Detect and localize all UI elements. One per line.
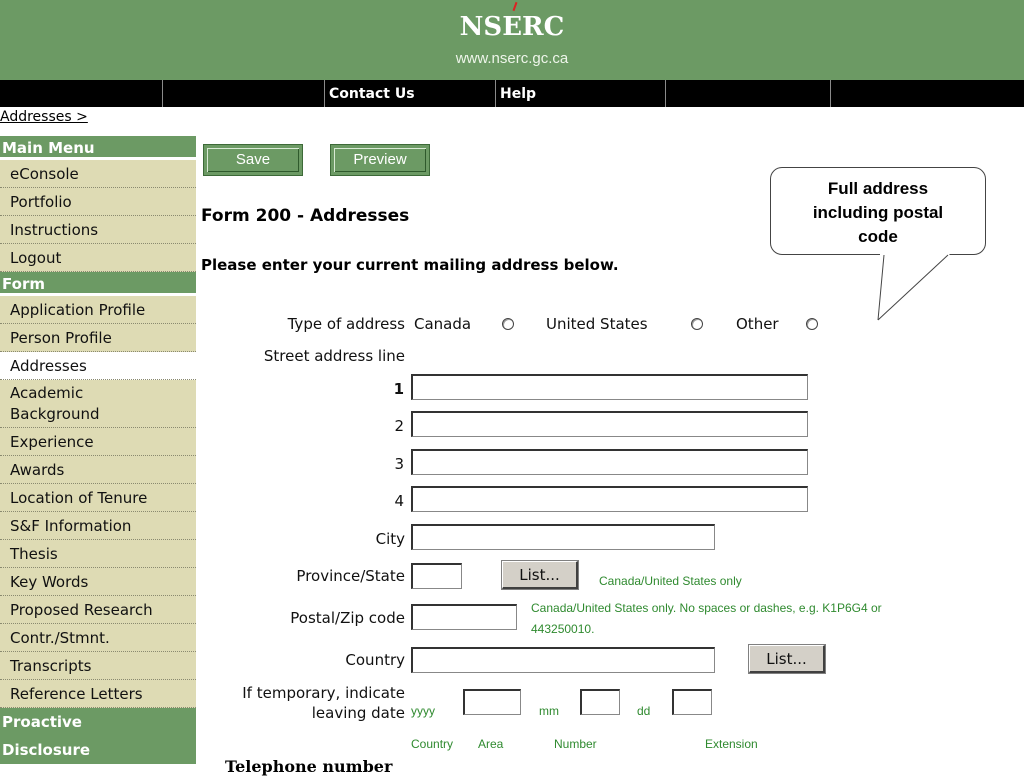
sidebar-item-portfolio[interactable]: Portfolio bbox=[0, 188, 196, 216]
sidebar-heading-proactive-disclosure[interactable] bbox=[0, 708, 196, 764]
leaving-month-input[interactable] bbox=[580, 689, 620, 715]
sidebar-proactive-line-2: Disclosure bbox=[2, 741, 91, 759]
tip-callout bbox=[770, 167, 986, 255]
page-title: Form 200 - Addresses bbox=[201, 206, 410, 226]
leaving-year-input[interactable] bbox=[463, 689, 521, 715]
sidebar-item-thesis[interactable]: Thesis bbox=[0, 540, 196, 568]
street-line-1-input[interactable] bbox=[411, 374, 808, 400]
date-yyyy-label: yyyy bbox=[411, 704, 435, 718]
type-of-address-label: Type of address bbox=[287, 315, 405, 333]
preview-button[interactable]: Preview bbox=[331, 145, 429, 175]
sidebar-item-instructions[interactable]: Instructions bbox=[0, 216, 196, 244]
temporary-label-line-1: If temporary, indicate bbox=[242, 684, 405, 702]
sidebar-heading-form: Form bbox=[0, 272, 196, 296]
radio-canada[interactable] bbox=[502, 318, 514, 330]
topnav-cell-empty-3 bbox=[665, 80, 830, 107]
province-hint: Canada/United States only bbox=[599, 574, 742, 588]
sidebar-heading-main-menu: Main Menu bbox=[0, 136, 196, 160]
callout-line-3: code bbox=[858, 227, 898, 246]
city-input[interactable] bbox=[411, 524, 715, 550]
top-nav-bar bbox=[0, 80, 1024, 107]
topnav-cell-empty-4 bbox=[830, 80, 1024, 107]
street-line-3-input[interactable] bbox=[411, 449, 808, 475]
save-button[interactable]: Save bbox=[204, 145, 302, 175]
phone-area-header: Area bbox=[478, 737, 504, 751]
country-list-button[interactable]: List... bbox=[749, 645, 825, 673]
street-line-number-2: 2 bbox=[394, 417, 404, 435]
city-label: City bbox=[375, 530, 405, 548]
topnav-contact-us[interactable]: Contact Us bbox=[324, 80, 495, 107]
postal-zip-input[interactable] bbox=[411, 604, 517, 630]
sidebar-item-econsole[interactable]: eConsole bbox=[0, 160, 196, 188]
sidebar-item-experience[interactable]: Experience bbox=[0, 428, 196, 456]
sidebar-item-logout[interactable]: Logout bbox=[0, 244, 196, 272]
phone-extension-header: Extension bbox=[705, 737, 758, 751]
street-line-2-input[interactable] bbox=[411, 411, 808, 437]
sidebar-item-awards[interactable]: Awards bbox=[0, 456, 196, 484]
leaving-day-input[interactable] bbox=[672, 689, 712, 715]
callout-line-2: including postal bbox=[812, 203, 944, 222]
red-tick-mark bbox=[513, 2, 518, 11]
phone-country-header: Country bbox=[411, 737, 454, 751]
sidebar-item-addresses[interactable]: Addresses bbox=[0, 352, 196, 380]
telephone-number-heading: Telephone number bbox=[225, 757, 393, 776]
date-dd-label: dd bbox=[637, 704, 651, 718]
site-banner bbox=[0, 0, 1024, 80]
sidebar-item-transcripts[interactable]: Transcripts bbox=[0, 652, 196, 680]
sidebar-item-contr-stmnt[interactable]: Contr./Stmnt. bbox=[0, 624, 196, 652]
sidebar-item-academic-background[interactable]: Academic Background bbox=[0, 380, 196, 428]
province-state-input[interactable] bbox=[411, 563, 462, 589]
country-input[interactable] bbox=[411, 647, 715, 673]
sidebar-item-reference-letters[interactable]: Reference Letters bbox=[0, 680, 196, 708]
street-line-number-4: 4 bbox=[394, 492, 404, 510]
province-state-label: Province/State bbox=[296, 567, 405, 585]
country-label: Country bbox=[345, 651, 405, 669]
topnav-cell-empty-1 bbox=[0, 80, 162, 107]
postal-hint-line-2: 443250010. bbox=[531, 622, 595, 636]
temporary-label-line-2: leaving date bbox=[311, 704, 405, 722]
sidebar-item-application-profile[interactable]: Application Profile bbox=[0, 296, 196, 324]
sidebar-item-proposed-research[interactable]: Proposed Research bbox=[0, 596, 196, 624]
breadcrumb[interactable]: Addresses > bbox=[0, 109, 88, 125]
callout-pointer bbox=[860, 250, 960, 325]
province-list-button[interactable]: List... bbox=[502, 561, 578, 589]
sidebar-proactive-line-1: Proactive bbox=[2, 713, 82, 731]
callout-line-1: Full address bbox=[827, 179, 929, 198]
option-united-states-label: United States bbox=[546, 315, 648, 333]
radio-other[interactable] bbox=[806, 318, 818, 330]
site-title: NSERC bbox=[459, 12, 565, 42]
street-address-label: Street address line bbox=[263, 347, 405, 365]
phone-number-header: Number bbox=[554, 737, 597, 751]
street-line-number-3: 3 bbox=[394, 455, 404, 473]
site-url: www.nserc.gc.ca bbox=[455, 50, 569, 67]
topnav-cell-empty-2 bbox=[162, 80, 324, 107]
postal-hint-line-1: Canada/United States only. No spaces or dashes, e.g. K1P6G4 or bbox=[531, 601, 882, 615]
sidebar-item-person-profile[interactable]: Person Profile bbox=[0, 324, 196, 352]
date-mm-label: mm bbox=[539, 704, 559, 718]
street-line-number-1: 1 bbox=[393, 380, 404, 398]
street-line-4-input[interactable] bbox=[411, 486, 808, 512]
sidebar-item-sf-information[interactable]: S&F Information bbox=[0, 512, 196, 540]
radio-united-states[interactable] bbox=[691, 318, 703, 330]
topnav-help[interactable]: Help bbox=[495, 80, 665, 107]
sidebar-item-key-words[interactable]: Key Words bbox=[0, 568, 196, 596]
option-other-label: Other bbox=[736, 315, 779, 333]
postal-zip-label: Postal/Zip code bbox=[290, 609, 405, 627]
option-canada-label: Canada bbox=[414, 315, 472, 333]
sidebar-item-location-of-tenure[interactable]: Location of Tenure bbox=[0, 484, 196, 512]
sidebar bbox=[0, 136, 196, 764]
page-instructions: Please enter your current mailing address below. bbox=[201, 256, 619, 274]
